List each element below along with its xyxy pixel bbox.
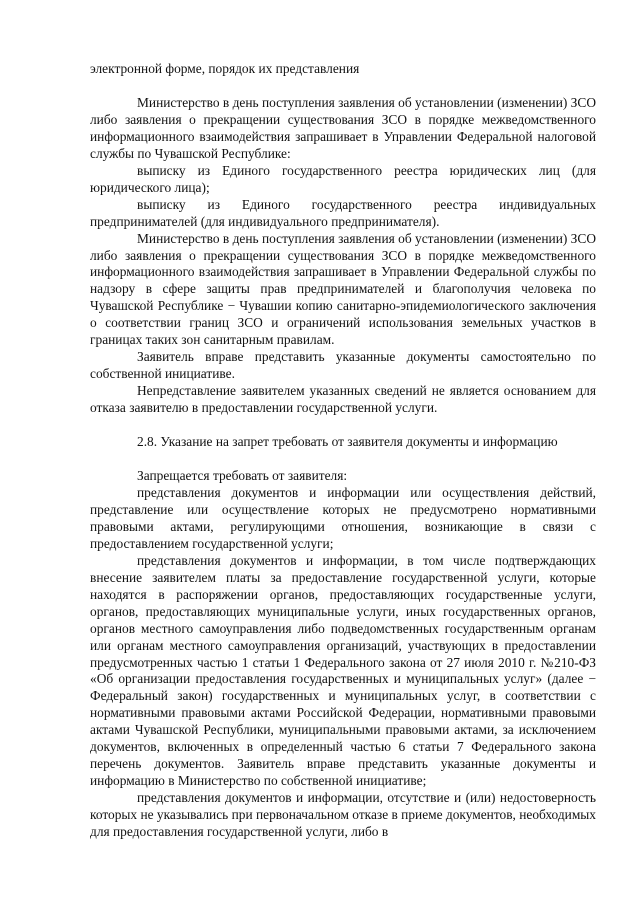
- paragraph-own-initiative: Заявитель вправе представить указанные документы самостоятельно по собственной инициативе.: [90, 349, 596, 382]
- paragraph-item-absence: представления документов и информации, отсутствие и (или) недостоверность которых не указывались при первоначальном отказе в приеме документов, необходимых для предоставления государственной услуги, либо в: [90, 790, 596, 840]
- paragraph-not-grounds: Непредставление заявителем указанных сведений не является основанием для отказа заявителю в предоставлении государственной услуги.: [90, 383, 596, 416]
- spacer: [90, 78, 596, 95]
- paragraph-extract-individual: выписку из Единого государственного реестра индивидуальных предпринимателей (для индивидуального предпринимателя).: [90, 196, 596, 229]
- paragraph-request-tax: Министерство в день поступления заявления об установлении (изменении) ЗСО либо заявления о прекращении существования ЗСО в порядке межведомственного информационного взаимодействия запрашивает в Управлении Федеральной налоговой службы по Чувашской Республике:: [90, 94, 596, 161]
- paragraph-request-sanitary: Министерство в день поступления заявления об установлении (изменении) ЗСО либо заявления о прекращении существования ЗСО в порядке межведомственного информационного взаимодействия запрашивает в Управлении Федеральной службы по надзору в сфере защиты прав предпринимателей и благополучия человека по Чувашской Республике − Чувашии копию санитарно-эпидемиологического заключения о соответствии границ ЗСО и ограничений использования земельных участков в границах таких зон санитарным правилам.: [90, 230, 596, 348]
- paragraph-item-documents: представления документов и информации, в том числе подтверждающих внесение заявителем платы за предоставление государственной услуги, которые находятся в распоряжении органов, предоставляющих государственные услуги, органов, предоставляющих муниципальные услуги, иных государственных органов, органов местного самоуправления либо подведомственных государственным органам или органам местного самоуправления организаций, участвующих в предоставлении предусмотренных частью 1 статьи 1 Федерального закона от 27 июля 2010 г. №210-ФЗ «Об организации предоставления государственных и муниципальных услуг» (далее − Федеральный закон) государственных и муниципальных услуг, в соответствии с нормативными правовыми актами Российской Федерации, нормативными правовыми актами Чувашской Республики, муниципальными правовыми актами, за исключением документов, включенных в определенный частью 6 статьи 7 Федерального закона перечень документов. Заявитель вправе представить указанные документы и информацию в Министерство по собственной инициативе;: [90, 552, 596, 789]
- paragraph-prohibited: Запрещается требовать от заявителя:: [137, 468, 348, 484]
- paragraph-item-actions: представления документов и информации или осуществления действий, представление или осуществление которых не предусмотрено нормативными правовыми актами, регулирующими отношения, возникающие в связи с предоставлением государственной услуги;: [90, 484, 596, 551]
- spacer: [90, 451, 596, 468]
- paragraph-intro: электронной форме, порядок их представления: [90, 61, 360, 76]
- paragraph-extract-legal: выписку из Единого государственного реестра юридических лиц (для юридического лица);: [90, 162, 596, 195]
- section-heading-2-8: 2.8. Указание на запрет требовать от заявителя документы и информацию: [137, 434, 558, 450]
- document-page: [90, 61, 596, 841]
- spacer: [90, 417, 596, 434]
